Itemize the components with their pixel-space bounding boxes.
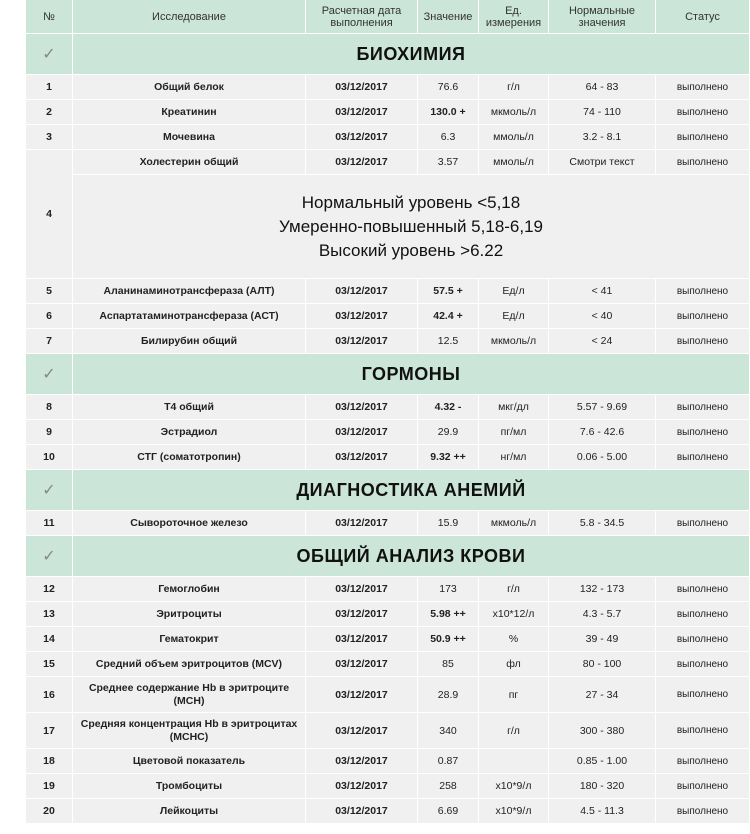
table-row (26, 125, 750, 150)
row-value: 76.6 (418, 75, 479, 100)
row-status: выполнено (656, 799, 750, 824)
section-title: ДИАГНОСТИКА АНЕМИЙ (73, 470, 750, 511)
row-value: 173 (418, 577, 479, 602)
row-test-name: Гематокрит (73, 627, 306, 652)
row-status: выполнено (656, 749, 750, 774)
row-value: 4.32 - (418, 395, 479, 420)
row-num: 7 (26, 329, 73, 354)
row-normal: 3.2 - 8.1 (549, 125, 656, 150)
row-test-name: Эстрадиол (73, 420, 306, 445)
row-unit: Ед/л (479, 304, 549, 329)
row-test-name: Аланинаминотрансфераза (АЛТ) (73, 279, 306, 304)
row-status: выполнено (656, 279, 750, 304)
row-date: 03/12/2017 (306, 125, 418, 150)
row-test-name: Мочевина (73, 125, 306, 150)
row-status: выполнено (656, 511, 750, 536)
row-date: 03/12/2017 (306, 511, 418, 536)
row-status: выполнено (656, 602, 750, 627)
row-num: 10 (26, 445, 73, 470)
row-num: 6 (26, 304, 73, 329)
table-row (26, 420, 750, 445)
row-status: выполнено (656, 774, 750, 799)
row-status: выполнено (656, 713, 750, 749)
row-unit: x10*12/л (479, 602, 549, 627)
row-date: 03/12/2017 (306, 329, 418, 354)
row-status: выполнено (656, 420, 750, 445)
header-num: № (26, 0, 73, 34)
row-unit: нг/мл (479, 445, 549, 470)
header-unit: Ед. измерения (479, 0, 549, 34)
table-row (26, 511, 750, 536)
row-unit: пг/мл (479, 420, 549, 445)
row-normal: 74 - 110 (549, 100, 656, 125)
row-date: 03/12/2017 (306, 304, 418, 329)
section-title: ОБЩИЙ АНАЛИЗ КРОВИ (73, 536, 750, 577)
row-value: 130.0 + (418, 100, 479, 125)
row-normal: 80 - 100 (549, 652, 656, 677)
row-normal: 64 - 83 (549, 75, 656, 100)
row-value: 28.9 (418, 677, 479, 713)
row-date: 03/12/2017 (306, 279, 418, 304)
row-value: 29.9 (418, 420, 479, 445)
table-row (26, 713, 750, 749)
row-unit: % (479, 627, 549, 652)
row-date: 03/12/2017 (306, 677, 418, 713)
table-row (26, 150, 750, 175)
row-unit: мкмоль/л (479, 329, 549, 354)
row-normal: Смотри текст (549, 150, 656, 175)
table-row (26, 329, 750, 354)
row-value: 50.9 ++ (418, 627, 479, 652)
page-margin (0, 0, 26, 834)
row-value: 3.57 (418, 150, 479, 175)
section-anemia[interactable] (26, 470, 750, 511)
row-num: 17 (26, 713, 73, 749)
section-blood[interactable] (26, 536, 750, 577)
table-row (26, 279, 750, 304)
row-num: 9 (26, 420, 73, 445)
table-row (26, 774, 750, 799)
check-icon[interactable]: ✓ (26, 354, 73, 395)
row-status: выполнено (656, 304, 750, 329)
row-test-name: Сывороточное железо (73, 511, 306, 536)
row-unit: г/л (479, 75, 549, 100)
row-unit: г/л (479, 713, 549, 749)
row-num: 13 (26, 602, 73, 627)
row-status: выполнено (656, 329, 750, 354)
note-line: Высокий уровень >6.22 (318, 240, 504, 260)
row-status: выполнено (656, 100, 750, 125)
row-test-name: Цветовой показатель (73, 749, 306, 774)
row-num: 16 (26, 677, 73, 713)
table-row (26, 799, 750, 824)
table-row (26, 304, 750, 329)
row-status: выполнено (656, 445, 750, 470)
row-test-name: Средняя концентрация Hb в эритроцитах (MCHC) (73, 713, 306, 749)
row-unit: пг (479, 677, 549, 713)
row-value: 6.3 (418, 125, 479, 150)
row-date: 03/12/2017 (306, 749, 418, 774)
row-status: выполнено (656, 125, 750, 150)
row-value: 42.4 + (418, 304, 479, 329)
row-test-name: Аспартатаминотрансфераза (АСТ) (73, 304, 306, 329)
table-row (26, 602, 750, 627)
results-table (26, 0, 750, 824)
row-num: 15 (26, 652, 73, 677)
row-date: 03/12/2017 (306, 150, 418, 175)
section-title: ГОРМОНЫ (73, 354, 750, 395)
row-num: 12 (26, 577, 73, 602)
header-test: Исследование (73, 0, 306, 34)
row-normal: 5.57 - 9.69 (549, 395, 656, 420)
row-unit: ммоль/л (479, 150, 549, 175)
row-unit: г/л (479, 577, 549, 602)
row-status: выполнено (656, 677, 750, 713)
row-test-name: Гемоглобин (73, 577, 306, 602)
row-date: 03/12/2017 (306, 627, 418, 652)
row-value: 12.5 (418, 329, 479, 354)
row-num: 4 (26, 150, 73, 279)
row-status: выполнено (656, 577, 750, 602)
row-unit (479, 749, 549, 774)
row-value: 15.9 (418, 511, 479, 536)
cholesterol-note (73, 175, 750, 279)
row-date: 03/12/2017 (306, 799, 418, 824)
row-test-name: Общий белок (73, 75, 306, 100)
section-title: БИОХИМИЯ (73, 34, 750, 75)
row-status: выполнено (656, 627, 750, 652)
row-normal: 5.8 - 34.5 (549, 511, 656, 536)
row-unit: x10*9/л (479, 799, 549, 824)
row-value: 258 (418, 774, 479, 799)
row-normal: 27 - 34 (549, 677, 656, 713)
row-value: 6.69 (418, 799, 479, 824)
row-value: 9.32 ++ (418, 445, 479, 470)
row-num: 2 (26, 100, 73, 125)
row-num: 8 (26, 395, 73, 420)
header-date: Расчетная дата выполнения (306, 0, 418, 34)
row-normal: 132 - 173 (549, 577, 656, 602)
row-value: 0.87 (418, 749, 479, 774)
row-normal: 7.6 - 42.6 (549, 420, 656, 445)
row-value: 5.98 ++ (418, 602, 479, 627)
table-row (26, 75, 750, 100)
row-date: 03/12/2017 (306, 774, 418, 799)
row-normal: 180 - 320 (549, 774, 656, 799)
row-num: 1 (26, 75, 73, 100)
row-date: 03/12/2017 (306, 75, 418, 100)
row-test-name: Билирубин общий (73, 329, 306, 354)
row-test-name: Среднее содержание Hb в эритроците (MCH) (73, 677, 306, 713)
cholesterol-note-row (26, 175, 750, 279)
row-status: выполнено (656, 150, 750, 175)
row-date: 03/12/2017 (306, 713, 418, 749)
table-row (26, 445, 750, 470)
row-test-name: Лейкоциты (73, 799, 306, 824)
table-row (26, 395, 750, 420)
row-date: 03/12/2017 (306, 577, 418, 602)
section-biochem[interactable] (26, 34, 750, 75)
row-value: 85 (418, 652, 479, 677)
check-icon[interactable]: ✓ (26, 470, 73, 511)
section-hormones[interactable] (26, 354, 750, 395)
header-normal: Нормальные значения (549, 0, 656, 34)
row-unit: мкмоль/л (479, 511, 549, 536)
row-date: 03/12/2017 (306, 100, 418, 125)
row-unit: мкмоль/л (479, 100, 549, 125)
note-line: Умеренно-повышенный 5,18-6,19 (278, 216, 544, 236)
check-icon[interactable]: ✓ (26, 34, 73, 75)
row-value: 57.5 + (418, 279, 479, 304)
row-num: 11 (26, 511, 73, 536)
row-num: 3 (26, 125, 73, 150)
row-date: 03/12/2017 (306, 420, 418, 445)
row-num: 18 (26, 749, 73, 774)
row-normal: 4.3 - 5.7 (549, 602, 656, 627)
row-normal: 39 - 49 (549, 627, 656, 652)
table-row (26, 677, 750, 713)
table-row (26, 100, 750, 125)
header-row (26, 0, 750, 34)
row-date: 03/12/2017 (306, 652, 418, 677)
row-unit: Ед/л (479, 279, 549, 304)
header-value: Значение (418, 0, 479, 34)
row-normal: 0.06 - 5.00 (549, 445, 656, 470)
row-normal: < 41 (549, 279, 656, 304)
row-unit: ммоль/л (479, 125, 549, 150)
row-num: 20 (26, 799, 73, 824)
row-date: 03/12/2017 (306, 602, 418, 627)
row-test-name: Т4 общий (73, 395, 306, 420)
row-date: 03/12/2017 (306, 395, 418, 420)
row-value: 340 (418, 713, 479, 749)
row-unit: фл (479, 652, 549, 677)
note-line: Нормальный уровень <5,18 (301, 192, 521, 212)
row-status: выполнено (656, 652, 750, 677)
row-normal: < 24 (549, 329, 656, 354)
row-normal: 4.5 - 11.3 (549, 799, 656, 824)
row-test-name: Средний объем эритроцитов (MCV) (73, 652, 306, 677)
row-test-name: Холестерин общий (73, 150, 306, 175)
row-num: 5 (26, 279, 73, 304)
row-status: выполнено (656, 75, 750, 100)
row-num: 19 (26, 774, 73, 799)
row-status: выполнено (656, 395, 750, 420)
check-icon[interactable]: ✓ (26, 536, 73, 577)
row-test-name: Тромбоциты (73, 774, 306, 799)
row-unit: мкг/дл (479, 395, 549, 420)
row-normal: 300 - 380 (549, 713, 656, 749)
header-status: Статус (656, 0, 750, 34)
row-normal: 0.85 - 1.00 (549, 749, 656, 774)
table-row (26, 749, 750, 774)
table-row (26, 652, 750, 677)
row-date: 03/12/2017 (306, 445, 418, 470)
table-row (26, 577, 750, 602)
row-test-name: СТГ (соматотропин) (73, 445, 306, 470)
row-test-name: Эритроциты (73, 602, 306, 627)
row-test-name: Креатинин (73, 100, 306, 125)
row-unit: x10*9/л (479, 774, 549, 799)
row-normal: < 40 (549, 304, 656, 329)
table-row (26, 627, 750, 652)
row-num: 14 (26, 627, 73, 652)
